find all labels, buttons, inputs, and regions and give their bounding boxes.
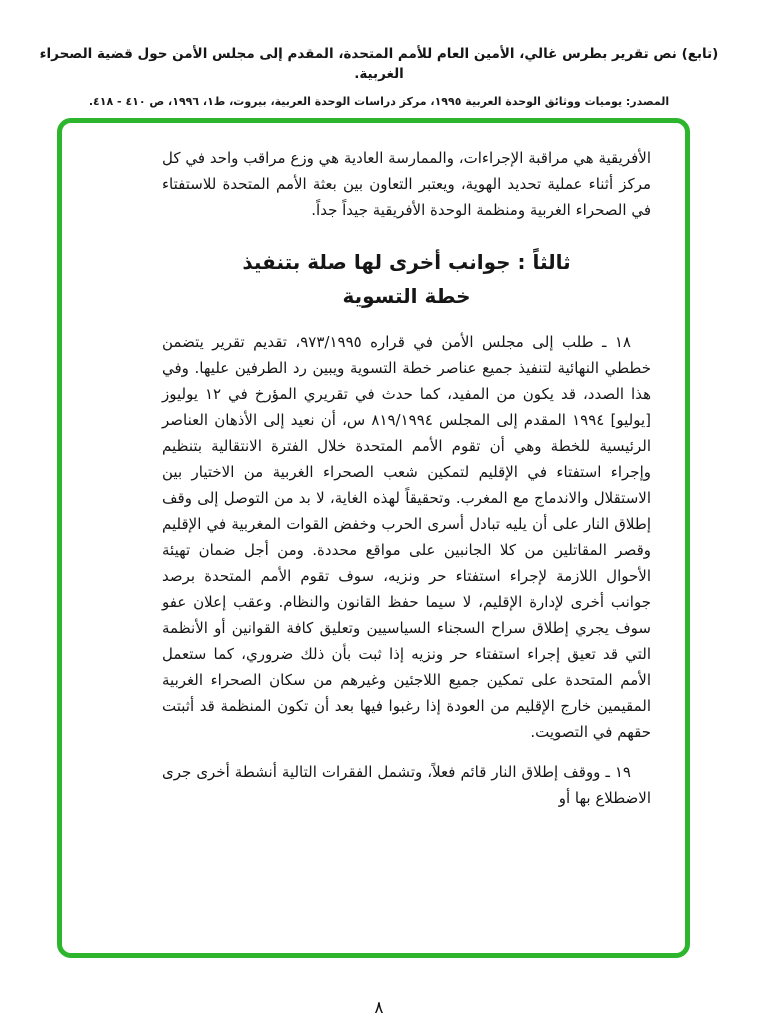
text-column <box>62 123 685 821</box>
page-number: ٨ <box>374 998 384 1018</box>
header-title: (تابع) نص تقرير بطرس غالي، الأمين العام للأمم المتحدة، المقدم إلى مجلس الأمن حول قضية الصحراء الغربية. <box>39 46 719 83</box>
paragraph-18: ١٨ ـ طلب إلى مجلس الأمن في قراره ٩٧٣/١٩٩٥، تقديم تقرير يتضمن خططي النهائية لتنفيذ جميع عناصر خطة التسوية ويبين رد الطرفين عليها. وفي هذا الصدد، قد يكون من المفيد، كما حدث في تقريري المؤرخ في ١٢ يوليوز [يوليو] ١٩٩٤ المقدم إلى المجلس ٨١٩/١٩٩٤ س، أن نعيد إلى الأذهان العناصر الرئيسية للخطة وهي أن تقوم الأمم المتحدة خلال الفترة الانتقالية بتنظيم وإجراء استفتاء في الإقليم لتمكين شعب الصحراء الغربية من الاختيار بين الاستقلال والاندماج مع المغرب. وتحقيقاً لهذه الغاية، لا بد من التوصل إلى وقف إطلاق النار على أن يليه تبادل أسرى الحرب وخفض القوات المغربية في الإقليم وقصر المقاتلين من كلا الجانبين على مواقع محددة. ومن أجل ضمان تهيئة الأحوال اللازمة لإجراء استفتاء حر ونزيه، سوف تقوم الأمم المتحدة برصد جوانب أخرى لإدارة الإقليم، لا سيما حفظ القانون والنظام. وعقب إعلان عفو سوف يجري إطلاق سراح السجناء السياسيين وتعليق كافة القوانين أو الأنظمة التي قد تعيق إجراء استفتاء حر ونزيه إذا ثبت بأن ذلك ضروري، كما ستعمل الأمم المتحدة على تمكين جميع اللاجئين وغيرهم من سكان الصحراء الغربية المقيمين خارج الإقليم من العودة إذا رغبوا فيها بعد أن تكون المنظمة قد أثبتت حقهم في التصويت. <box>162 333 651 741</box>
section-heading-line1: ثالثاً : جوانب أخرى لها صلة بتنفيذ <box>242 250 571 274</box>
paragraph-19: ١٩ ـ ووقف إطلاق النار قائم فعلاً، وتشمل الفقرات التالية أنشطة أخرى جرى الاضطلاع بها أو <box>162 763 651 807</box>
document-header <box>0 0 758 108</box>
section-heading <box>162 245 651 313</box>
content-frame <box>57 118 690 958</box>
intro-paragraph: الأفريقية هي مراقبة الإجراءات، والممارسة العادية هي وزع مراقب واحد في كل مركز أثناء عملية تحديد الهوية، ويعتبر التعاون بين بعثة الأمم المتحدة للاستفتاء في الصحراء الغربية ومنظمة الوحدة الأفريقية جيداً جداً. <box>162 149 651 219</box>
header-source: المصدر: يوميات ووثائق الوحدة العربية ١٩٩٥، مركز دراسات الوحدة العربية، بيروت، ط١، ١٩٩٦، ص ٤١٠ - ٤١٨. <box>88 94 670 108</box>
section-heading-line2: خطة التسوية <box>342 284 471 308</box>
